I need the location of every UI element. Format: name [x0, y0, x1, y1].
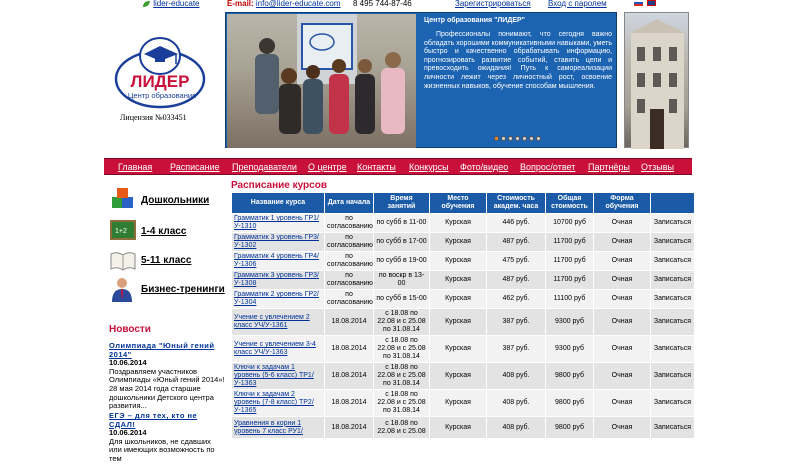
cell-value: Курская: [445, 372, 471, 379]
table-cell: [325, 233, 374, 252]
cell-value: 11700 руб: [553, 257, 586, 264]
table-cell: [430, 363, 487, 390]
slider-dots[interactable]: [494, 134, 543, 143]
table-cell: [430, 309, 487, 336]
table-cell: [325, 309, 374, 336]
cell-value: по субб в 19-00: [376, 257, 427, 264]
table-cell: [232, 417, 325, 439]
table-cell: [325, 214, 374, 233]
table-cell: [546, 390, 594, 417]
table-cell: [325, 363, 374, 390]
cell-value: Очная: [611, 423, 633, 431]
cell-value: 9300 руб: [555, 318, 584, 325]
site-link[interactable]: [142, 0, 199, 8]
chalkboard-icon: [110, 220, 136, 242]
table-cell: [594, 290, 651, 309]
schedule-title: Расписание курсов: [231, 180, 327, 191]
businessman-icon: [110, 276, 134, 304]
cell-value: по субб в 17-00: [376, 238, 427, 245]
nav-reviews[interactable]: Отзывы: [641, 162, 674, 172]
col-time: Время занятий: [374, 193, 430, 214]
cell-value: с 18.08 по 22.08 и с 25.08 по 31.08.14: [377, 391, 426, 414]
table-row: [232, 252, 695, 271]
logo-subtitle: Центр образования: [127, 91, 197, 100]
cell-value: Очная: [611, 257, 633, 264]
schedule-body: [232, 214, 695, 439]
cell-value: 462 руб.: [502, 295, 530, 302]
cell-value: Курская: [445, 399, 471, 406]
course-link[interactable]: Грамматик 4 уровень ГР4/У-1306: [234, 253, 320, 268]
enroll-cell: [651, 233, 695, 252]
cell-value: с 18.08 по 22.08 и с 25.08 по 31.08.14: [377, 337, 426, 360]
enroll-cell: [651, 290, 695, 309]
group-photo: [227, 14, 416, 148]
cell-value: Очная: [611, 295, 633, 302]
cell-value: 18.08.2014: [331, 345, 367, 352]
email-link[interactable]: info@lider-educate.com: [255, 0, 341, 8]
cell-value: Очная: [611, 219, 633, 226]
svg-text:1+2: 1+2: [115, 228, 127, 235]
cell-value: Курская: [445, 276, 471, 283]
cell-value: по субб в 11-00: [376, 219, 427, 226]
table-row: [232, 417, 695, 439]
cell-value: 9800 руб: [555, 399, 584, 406]
nav-photo-video[interactable]: Фото/видео: [460, 162, 509, 172]
nav-contacts[interactable]: Контакты: [357, 162, 396, 172]
cell-value: 446 руб.: [502, 219, 530, 226]
table-cell: [232, 336, 325, 363]
slide-dot[interactable]: [536, 136, 541, 141]
table-cell: [546, 309, 594, 336]
table-cell: [325, 336, 374, 363]
cell-value: 18.08.2014: [331, 372, 367, 379]
slide-dot[interactable]: [515, 136, 520, 141]
news-title-link[interactable]: Олимпиада "Юный гений 2014": [109, 341, 215, 359]
cell-value: с 18.08 по 22.08 и с 25.08: [377, 419, 426, 435]
banner-slider[interactable]: [225, 12, 617, 148]
slide-dot[interactable]: [494, 136, 499, 141]
table-cell: [487, 271, 546, 290]
cell-value: с 18.08 по 22.08 и с 25.08 по 31.08.14: [377, 364, 426, 387]
table-cell: [430, 417, 487, 439]
login-link[interactable]: Вход с паролем: [548, 0, 607, 8]
table-cell: [374, 363, 430, 390]
cell-value: с 18.08 по 22.08 и с 25.08 по 31.08.14: [377, 310, 426, 333]
slide-dot[interactable]: [529, 136, 534, 141]
course-link[interactable]: Грамматик 3 уровень ГР3/У-1308: [234, 272, 320, 287]
license-number: Лицензия №033451: [120, 113, 187, 122]
enroll-link[interactable]: Записаться: [653, 423, 692, 431]
sidebar-label[interactable]: 1-4 класс: [141, 226, 187, 237]
table-cell: [594, 271, 651, 290]
table-cell: [487, 290, 546, 309]
table-cell: [374, 309, 430, 336]
nav-contests[interactable]: Конкурсы: [409, 162, 449, 172]
cell-value: по согласованию: [327, 215, 373, 230]
course-link[interactable]: Грамматик 3 уровень ГР3/У-1302: [234, 234, 320, 249]
logo-brand: ЛИДЕР: [130, 72, 190, 91]
building-photo: [624, 12, 689, 148]
top-bar: [0, 0, 800, 10]
table-row: [232, 290, 695, 309]
course-link[interactable]: Грамматик 1 уровень ГР1/У-1310: [234, 215, 320, 230]
enroll-cell: [651, 309, 695, 336]
table-cell: [232, 309, 325, 336]
cell-value: 10700 руб: [553, 219, 586, 226]
enroll-cell: [651, 390, 695, 417]
table-cell: [430, 252, 487, 271]
sidebar-item-grades-1-4[interactable]: [110, 218, 230, 246]
table-cell: [594, 233, 651, 252]
cell-value: 18.08.2014: [331, 399, 367, 406]
table-cell: [546, 363, 594, 390]
table-row: [232, 271, 695, 290]
sidebar-label[interactable]: 5-11 класс: [141, 255, 192, 266]
table-cell: [374, 271, 430, 290]
cell-value: по согласованию: [327, 253, 373, 268]
course-link[interactable]: Ключи к задачам 2 уровень (7-8 класс) ТР2/У-1365: [234, 391, 314, 414]
cell-value: по воскр в 13-00: [378, 272, 425, 287]
cell-value: 9800 руб: [555, 372, 584, 379]
table-cell: [430, 336, 487, 363]
enroll-link[interactable]: Записаться: [653, 345, 692, 352]
table-cell: [374, 252, 430, 271]
col-course-name: Название курса: [232, 193, 325, 214]
cell-value: 11700 руб: [553, 238, 586, 245]
nav-home[interactable]: Главная: [118, 162, 153, 172]
col-action: [651, 193, 695, 214]
table-cell: [487, 390, 546, 417]
news-title-link[interactable]: ЕГЭ – для тех, кто не СДАЛ!: [109, 411, 198, 429]
table-cell: [374, 233, 430, 252]
table-cell: [487, 363, 546, 390]
table-cell: [232, 252, 325, 271]
enroll-link[interactable]: Записаться: [653, 318, 692, 325]
email-label: E-mail:: [227, 0, 254, 8]
course-link[interactable]: Грамматик 2 уровень ГР2/У-1304: [234, 291, 320, 306]
course-link[interactable]: Ключи к задачам 1 уровень (5-6 класс) ТР1/У-1363: [234, 364, 314, 387]
main-nav: [104, 158, 692, 175]
table-cell: [546, 233, 594, 252]
slide-dot[interactable]: [501, 136, 506, 141]
news-item: [109, 412, 225, 464]
col-total-price: Общая стоимость: [546, 193, 594, 214]
table-cell: [546, 252, 594, 271]
enroll-link[interactable]: Записаться: [653, 219, 692, 226]
table-cell: [594, 390, 651, 417]
nav-faq[interactable]: Вопрос/ответ: [520, 162, 576, 172]
table-cell: [232, 390, 325, 417]
table-cell: [430, 271, 487, 290]
enroll-cell: [651, 252, 695, 271]
table-cell: [374, 336, 430, 363]
table-cell: [546, 271, 594, 290]
enroll-link[interactable]: Записаться: [653, 295, 692, 302]
table-cell: [374, 417, 430, 439]
nav-about[interactable]: О центре: [308, 162, 347, 172]
cell-value: по согласованию: [327, 234, 373, 249]
cell-value: 408 руб.: [502, 399, 530, 406]
cell-value: Курская: [445, 423, 471, 431]
nav-teachers[interactable]: Преподаватели: [232, 162, 297, 172]
table-cell: [232, 214, 325, 233]
table-cell: [594, 214, 651, 233]
blocks-icon: [110, 187, 134, 213]
cell-value: по субб в 15-00: [376, 295, 427, 302]
news-item: [109, 342, 225, 411]
table-cell: [232, 363, 325, 390]
cell-value: по согласованию: [327, 272, 373, 287]
cell-value: Курская: [445, 238, 471, 245]
table-cell: [232, 271, 325, 290]
col-start-date: Дата начала: [325, 193, 374, 214]
leaf-icon: [142, 0, 151, 8]
table-cell: [430, 390, 487, 417]
table-cell: [232, 233, 325, 252]
table-cell: [546, 336, 594, 363]
enroll-link[interactable]: Записаться: [653, 399, 692, 406]
cell-value: Очная: [611, 399, 633, 406]
news-text: Поздравляем участников Олимпиады «Юный гений 2014»! 28 мая 2014 года старшие дошкольники Детского центра развития...: [109, 366, 225, 411]
col-location: Место обучения: [430, 193, 487, 214]
table-cell: [546, 290, 594, 309]
table-cell: [430, 290, 487, 309]
table-cell: [232, 290, 325, 309]
news-text: Для школьников, не сдавших или имеющих возможность по тем: [109, 436, 215, 463]
enroll-cell: [651, 271, 695, 290]
enroll-cell: [651, 336, 695, 363]
table-cell: [594, 309, 651, 336]
enroll-cell: [651, 417, 695, 439]
table-cell: [487, 252, 546, 271]
cell-value: 11100 руб: [553, 295, 586, 302]
cell-value: 9800 руб: [555, 423, 584, 431]
table-cell: [325, 252, 374, 271]
enroll-link[interactable]: Записаться: [653, 257, 692, 264]
table-cell: [325, 290, 374, 309]
course-link[interactable]: Учение с увлечением 2 класс УЧ/У-1361: [234, 314, 310, 329]
table-cell: [374, 290, 430, 309]
cell-value: 408 руб.: [502, 372, 530, 379]
cell-value: 387 руб.: [502, 345, 530, 352]
table-cell: [594, 417, 651, 439]
register-link[interactable]: Зарегистрироваться: [455, 0, 531, 8]
news-date: 10.06.2014: [109, 428, 147, 438]
sidebar-item-grades-5-11[interactable]: [110, 247, 230, 275]
cell-value: Очная: [611, 345, 633, 352]
col-hour-price: Стоимость академ. часа: [487, 193, 546, 214]
table-cell: [325, 417, 374, 439]
nav-partners[interactable]: Партнёры: [588, 162, 630, 172]
table-row: [232, 336, 695, 363]
schedule-table: [231, 192, 695, 439]
enroll-link[interactable]: Записаться: [653, 238, 692, 245]
cell-value: Курская: [445, 295, 471, 302]
table-cell: [430, 214, 487, 233]
news-date: 10.06.2014: [109, 358, 147, 368]
sidebar-label[interactable]: Дошкольники: [141, 195, 210, 206]
table-cell: [325, 390, 374, 417]
cell-value: по согласованию: [327, 291, 373, 306]
table-cell: [546, 214, 594, 233]
cell-value: Очная: [611, 372, 633, 379]
cell-value: 9300 руб: [555, 345, 584, 352]
table-row: [232, 233, 695, 252]
cell-value: Очная: [611, 318, 633, 325]
cell-value: Курская: [445, 318, 471, 325]
news-heading: Новости: [109, 324, 151, 335]
banner-text: Профессионалы понимают, что сегодня важно обладать хорошими коммуникативными навыками, уметь быстро и качественно обрабатывать информацию, прогнозировать развитие событий, ставить цели и превосходить ожидания! Путь к самореализации личности лежит через личностный рост, освоение жизненных навыков, обучение способам мышления.: [424, 31, 612, 90]
cell-value: Очная: [611, 276, 633, 283]
table-cell: [374, 390, 430, 417]
cell-value: 11700 руб: [553, 276, 586, 283]
enroll-link[interactable]: Записаться: [653, 276, 692, 283]
email-block: [227, 0, 341, 8]
course-link[interactable]: Учение с увлечением 3-4 класс УЧ/У-1363: [234, 341, 316, 356]
nav-schedule[interactable]: Расписание: [170, 162, 220, 172]
table-cell: [546, 417, 594, 439]
banner-title: Центр образования "ЛИДЕР": [424, 17, 525, 24]
cell-value: 18.08.2014: [331, 423, 367, 431]
table-cell: [487, 417, 546, 439]
cell-value: 18.08.2014: [331, 318, 367, 325]
table-cell: [594, 363, 651, 390]
sidebar-label[interactable]: Бизнес-тренинги: [141, 284, 225, 295]
table-cell: [487, 309, 546, 336]
table-cell: [374, 214, 430, 233]
cell-value: Курская: [445, 345, 471, 352]
table-row: [232, 390, 695, 417]
cell-value: 408 руб.: [502, 423, 530, 431]
table-header-row: [232, 193, 695, 214]
slide-dot[interactable]: [522, 136, 527, 141]
table-row: [232, 309, 695, 336]
table-cell: [594, 336, 651, 363]
slide-dot[interactable]: [508, 136, 513, 141]
table-cell: [487, 336, 546, 363]
cell-value: Курская: [445, 257, 471, 264]
cell-value: 475 руб.: [502, 257, 530, 264]
book-icon: [110, 251, 136, 271]
cell-value: 487 руб.: [502, 238, 530, 245]
table-cell: [487, 214, 546, 233]
enroll-cell: [651, 363, 695, 390]
cell-value: Курская: [445, 219, 471, 226]
cell-value: Очная: [611, 238, 633, 245]
sidebar-item-business[interactable]: [110, 276, 230, 304]
course-link[interactable]: Уравнения в корни 1 уровень 7 класс РУ1/: [234, 419, 303, 435]
table-cell: [487, 233, 546, 252]
cell-value: 487 руб.: [502, 276, 530, 283]
enroll-link[interactable]: Записаться: [653, 372, 692, 379]
table-cell: [430, 233, 487, 252]
table-cell: [594, 252, 651, 271]
table-row: [232, 214, 695, 233]
table-cell: [325, 271, 374, 290]
enroll-cell: [651, 214, 695, 233]
phone-number: 8 495 744-87-46: [353, 0, 412, 8]
cell-value: 387 руб.: [502, 318, 530, 325]
site-name[interactable]: lider-educate: [153, 0, 200, 8]
table-row: [232, 363, 695, 390]
sidebar-item-preschool[interactable]: [110, 187, 230, 215]
col-form: Форма обучения: [594, 193, 651, 214]
